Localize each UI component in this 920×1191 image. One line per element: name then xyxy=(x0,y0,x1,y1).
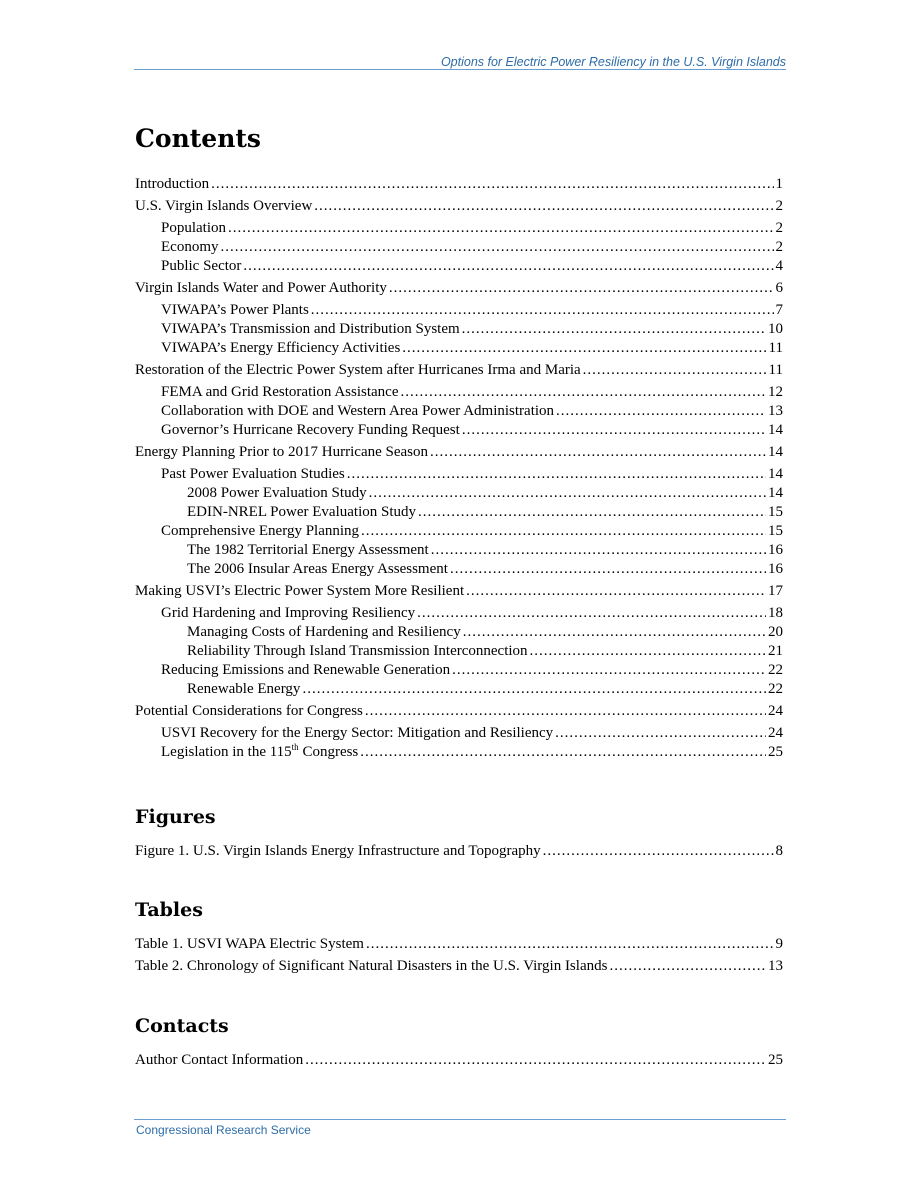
toc-entry-page: 11 xyxy=(768,362,783,378)
toc-entry-page: 2 xyxy=(775,239,783,255)
toc-entry-title: Legislation in the 115th Congress xyxy=(161,742,359,760)
toc-entry-restoration[interactable] xyxy=(135,361,783,379)
toc-entry-managing-costs[interactable] xyxy=(135,623,783,641)
toc-entry-fema[interactable] xyxy=(135,383,783,401)
toc-entry-edin-nrel-study[interactable] xyxy=(135,503,783,521)
toc-entry-considerations[interactable] xyxy=(135,702,783,720)
toc-entry-title: Reducing Emissions and Renewable Generation xyxy=(161,662,451,678)
toc-entry-page: 17 xyxy=(768,583,783,599)
toc-entry-comprehensive-planning[interactable] xyxy=(135,522,783,540)
toc-entry-table-2[interactable] xyxy=(135,957,783,975)
toc-entry-page: 8 xyxy=(775,843,783,859)
toc-entry-power-plants[interactable] xyxy=(135,301,783,319)
toc-entry-title: EDIN-NREL Power Evaluation Study xyxy=(187,504,416,520)
toc-entry-page: 24 xyxy=(768,703,783,719)
toc-entry-making-resilient[interactable] xyxy=(135,582,783,600)
toc-entry-page: 14 xyxy=(768,444,783,460)
toc-entry-page: 25 xyxy=(768,1052,783,1068)
toc-entry-title: Renewable Energy xyxy=(187,681,301,697)
toc-entry-title: Comprehensive Energy Planning xyxy=(161,523,360,539)
toc-entry-title: Collaboration with DOE and Western Area Power Administration xyxy=(161,403,555,419)
toc-entry-page: 22 xyxy=(768,662,783,678)
toc-entry-renewable-energy[interactable] xyxy=(135,680,783,698)
toc-entry-reducing-emissions[interactable] xyxy=(135,661,783,679)
toc-entry-title: U.S. Virgin Islands Overview xyxy=(135,198,313,214)
toc-entry-title: Virgin Islands Water and Power Authority xyxy=(135,280,387,296)
toc-entry-title: Reliability Through Island Transmission Interconnection xyxy=(187,643,528,659)
toc-entry-usvi-recovery[interactable] xyxy=(135,724,783,742)
toc-entry-interconnection[interactable] xyxy=(135,642,783,660)
toc-entry-figure-1[interactable] xyxy=(135,842,783,860)
toc-entry-2008-study[interactable] xyxy=(135,484,783,502)
toc-entry-page: 20 xyxy=(768,624,783,640)
toc-entry-title: Public Sector xyxy=(161,258,242,274)
toc-entry-title: Population xyxy=(161,220,227,236)
toc-entry-legislation[interactable] xyxy=(135,743,783,761)
toc-entry-page: 9 xyxy=(775,936,783,952)
toc-entry-page: 14 xyxy=(768,466,783,482)
toc-entry-page: 16 xyxy=(768,542,783,558)
toc-entry-title: The 1982 Territorial Energy Assessment xyxy=(187,542,429,558)
toc-entry-1982-assessment[interactable] xyxy=(135,541,783,559)
toc-entry-title: Introduction xyxy=(135,176,210,192)
footer-publisher: Congressional Research Service xyxy=(136,1123,311,1137)
toc-entry-title: Past Power Evaluation Studies xyxy=(161,466,345,482)
contents-heading: Contents xyxy=(135,124,262,153)
header-divider xyxy=(134,69,786,70)
toc-entry-title: VIWAPA’s Energy Efficiency Activities xyxy=(161,340,401,356)
toc-entry-title: Making USVI’s Electric Power System More Resilient xyxy=(135,583,465,599)
toc-entry-page: 6 xyxy=(775,280,783,296)
toc-entry-page: 2 xyxy=(775,220,783,236)
toc-entry-page: 13 xyxy=(768,958,783,974)
toc-entry-page: 24 xyxy=(768,725,783,741)
toc-entry-page: 22 xyxy=(768,681,783,697)
toc-entry-economy[interactable] xyxy=(135,238,783,256)
toc-entry-population[interactable] xyxy=(135,219,783,237)
toc-entry-page: 16 xyxy=(768,561,783,577)
toc-entry-title: Figure 1. U.S. Virgin Islands Energy Infrastructure and Topography xyxy=(135,843,541,859)
toc-entry-page: 13 xyxy=(768,403,783,419)
running-header-title: Options for Electric Power Resiliency in the U.S. Virgin Islands xyxy=(440,55,786,69)
toc-entry-grid-hardening[interactable] xyxy=(135,604,783,622)
toc-entry-page: 14 xyxy=(768,422,783,438)
toc-entry-public-sector[interactable] xyxy=(135,257,783,275)
toc-entry-title: Energy Planning Prior to 2017 Hurricane Season xyxy=(135,444,429,460)
toc-entry-page: 10 xyxy=(768,321,783,337)
figures-heading: Figures xyxy=(135,806,216,828)
toc-entry-page: 25 xyxy=(768,744,783,760)
toc-entry-title: FEMA and Grid Restoration Assistance xyxy=(161,384,399,400)
toc-entry-author-contact[interactable] xyxy=(135,1051,783,1069)
toc-entry-page: 18 xyxy=(768,605,783,621)
toc-entry-usvi-overview[interactable] xyxy=(135,197,783,215)
toc-entry-title: Managing Costs of Hardening and Resiliency xyxy=(187,624,461,640)
toc-entry-introduction[interactable] xyxy=(135,175,783,193)
toc-entry-governor-request[interactable] xyxy=(135,421,783,439)
toc-entry-energy-efficiency[interactable] xyxy=(135,339,783,357)
contacts-heading: Contacts xyxy=(135,1015,229,1037)
toc-entry-table-1[interactable] xyxy=(135,935,783,953)
toc-entry-title: Author Contact Information xyxy=(135,1052,304,1068)
toc-entry-title: Governor’s Hurricane Recovery Funding Request xyxy=(161,422,460,438)
toc-entry-page: 15 xyxy=(768,523,783,539)
toc-entry-energy-planning[interactable] xyxy=(135,443,783,461)
toc-entry-title: Potential Considerations for Congress xyxy=(135,703,363,719)
toc-entry-page: 1 xyxy=(775,176,783,192)
toc-entry-title: Table 2. Chronology of Significant Natural Disasters in the U.S. Virgin Islands xyxy=(135,958,608,974)
toc-entry-title: Restoration of the Electric Power System after Hurricanes Irma and Maria xyxy=(135,362,581,378)
toc-entry-viwapa[interactable] xyxy=(135,279,783,297)
toc-entry-page: 11 xyxy=(768,340,783,356)
toc-entry-title: VIWAPA’s Power Plants xyxy=(161,302,309,318)
toc-entry-page: 2 xyxy=(775,198,783,214)
toc-entry-title: Grid Hardening and Improving Resiliency xyxy=(161,605,416,621)
toc-entry-title: Table 1. USVI WAPA Electric System xyxy=(135,936,364,952)
toc-entry-transmission[interactable] xyxy=(135,320,783,338)
toc-entry-page: 14 xyxy=(768,485,783,501)
toc-entry-title: 2008 Power Evaluation Study xyxy=(187,485,367,501)
toc-entry-page: 4 xyxy=(775,258,783,274)
toc-entry-doe-collaboration[interactable] xyxy=(135,402,783,420)
toc-entry-title: Economy xyxy=(161,239,219,255)
toc-entry-title: The 2006 Insular Areas Energy Assessment xyxy=(187,561,448,577)
toc-entry-page: 7 xyxy=(775,302,783,318)
toc-entry-past-studies[interactable] xyxy=(135,465,783,483)
toc-entry-page: 15 xyxy=(768,504,783,520)
toc-entry-title: VIWAPA’s Transmission and Distribution System xyxy=(161,321,460,337)
toc-entry-page: 12 xyxy=(768,384,783,400)
footer-divider xyxy=(134,1119,786,1120)
tables-heading: Tables xyxy=(135,899,203,921)
toc-entry-2006-assessment[interactable] xyxy=(135,560,783,578)
toc-entry-page: 21 xyxy=(768,643,783,659)
toc-entry-title: USVI Recovery for the Energy Sector: Mitigation and Resiliency xyxy=(161,725,554,741)
